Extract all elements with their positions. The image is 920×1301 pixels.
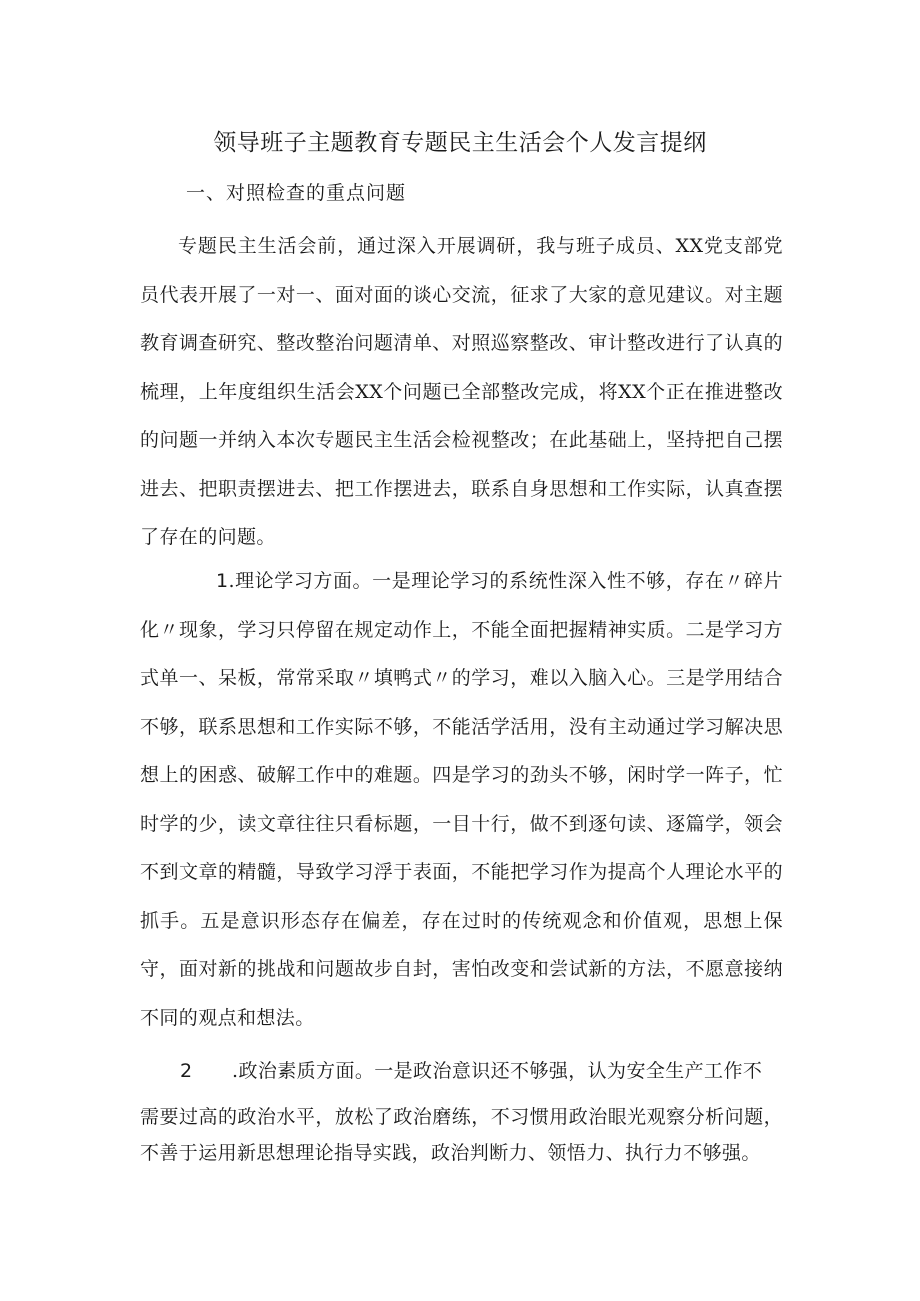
- document-title: 领导班子主题教育专题民主生活会个人发言提纲: [213, 130, 707, 156]
- item-2-number: 2: [180, 1060, 193, 1082]
- item-2-continuation: 需要过高的政治水平，放松了政治磨练，不习惯用政治眼光观察分析问题，不善于运用新思想理论指导实践，政治判断力、领悟力、执行力不够强。: [140, 1106, 783, 1164]
- item-2-first-line: [140, 1047, 783, 1095]
- item-1-number: 1: [216, 570, 229, 592]
- item-1-text: .理论学习方面。一是理论学习的系统性深入性不够，存在〃碎片化〃现象，学习只停留在规定动作上，不能全面把握精神实质。二是学习方式单一、呆板，常常采取〃填鸭式〃的学习，难以入脑入心。三是学用结合不够，联系思想和工作实际不够，不能活学活用，没有主动通过学习解决思想上的困惑、破解工作中的难题。四是学习的劲头不够，闲时学一阵子，忙时学的少，读文章往往只看标题，一目十行，做不到逐句读、逐篇学，领会不到文章的精髓，导致学习浮于表面，不能把学习作为提高个人理论水平的抓手。五是意识形态存在偏差，存在过时的传统观念和价值观，思想上保守，面对新的挑战和问题故步自封，害怕改变和尝试新的方法，不愿意接纳不同的观点和想法。: [140, 570, 783, 1029]
- intro-paragraph: 专题民主生活会前，通过深入开展调研，我与班子成员、XX党支部党员代表开展了一对一、面对面的谈心交流，征求了大家的意见建议。对主题教育调查研究、整改整治问题清单、对照巡察整改、审计整改进行了认真的梳理，上年度组织生活会XX个问题已全部整改完成，将XX个正在推进整改的问题一并纳入本次专题民主生活会检视整改；在此基础上，坚持把自己摆进去、把职责摆进去、把工作摆进去，联系自身思想和工作实际，认真查摆了存在的问题。: [140, 235, 783, 548]
- section-heading: 一、对照检查的重点问题: [186, 182, 407, 204]
- item-1-paragraph: [140, 557, 783, 1042]
- item-2-first-line-text: .政治素质方面。一是政治意识还不够强，认为安全生产工作不: [232, 1060, 763, 1082]
